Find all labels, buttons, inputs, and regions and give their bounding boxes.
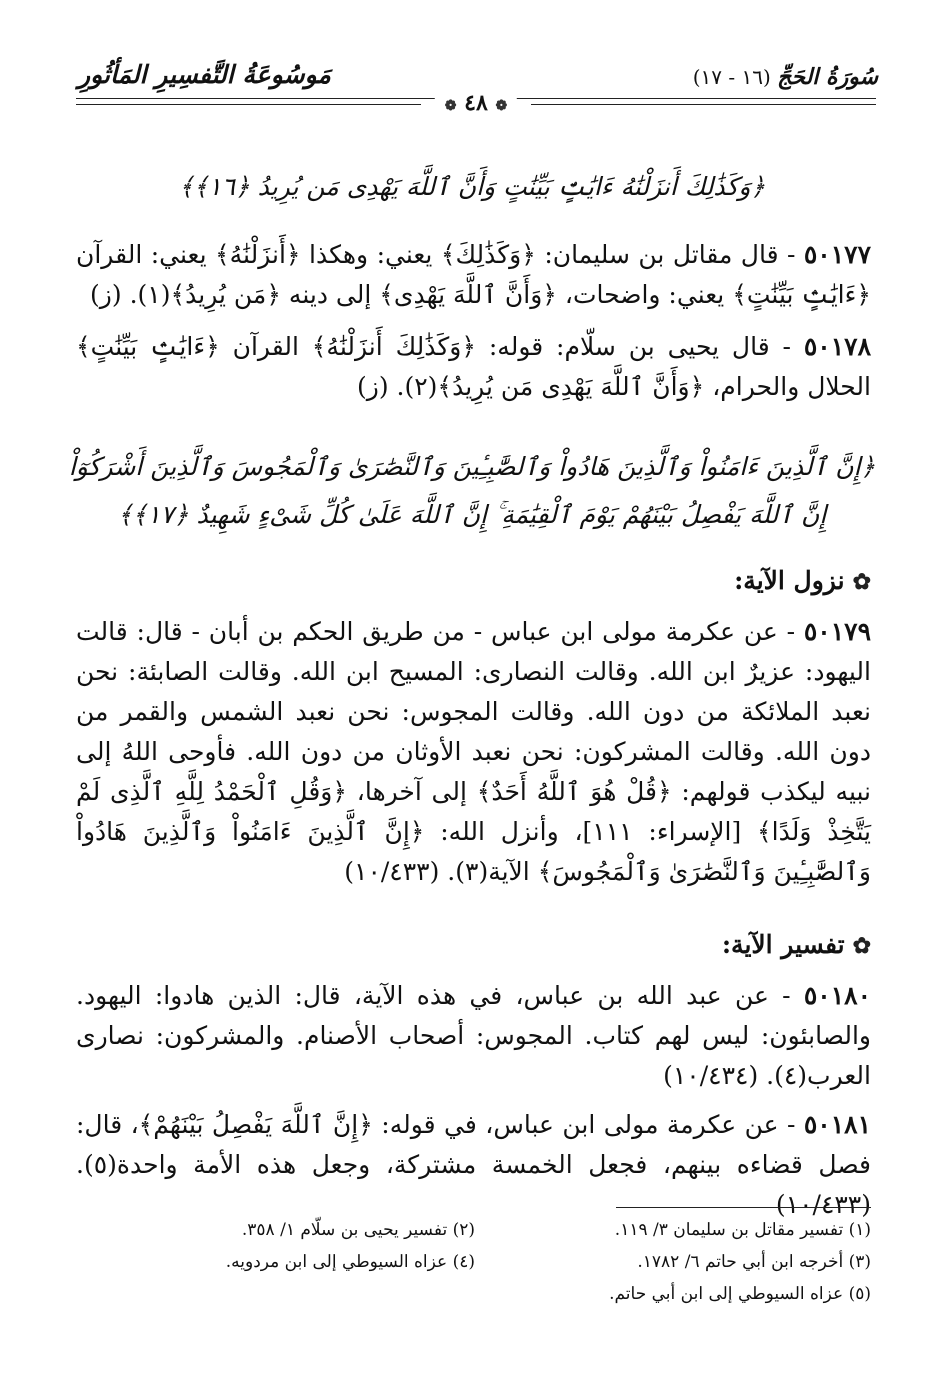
page-number — [435, 90, 517, 116]
narration-50180: ٥٠١٨٠ - عن عبد الله بن عباس، في هذه الآية، قال: الذين هادوا: اليهود. والصابئون: ليس لهم كتاب. المجوس: أصحاب الأصنام. والمشركون: نصارى العرب(٤). (١٠/٤٣٤) — [76, 981, 872, 1090]
page-number-rule-left — [76, 104, 421, 105]
narration-text: قال يحيى بن سلّام: قوله: ﴿وَكَذَٰلِكَ أَنزَلْنَٰهُ﴾ القرآن ﴿ءَايَٰتٍۢ بَيِّنَٰتٍ﴾ الحلال والحرام، ﴿وَأَنَّ ٱللَّهَ يَهْدِى مَن يُرِيدُ﴾(٢). (ز) — [76, 332, 871, 401]
narration-number: ٥٠١٨١ — [803, 1110, 871, 1139]
narration-number: ٥٠١٧٨ — [803, 332, 871, 361]
footnote-2: (٢) تفسير يحيى بن سلّام ١/ ٣٥٨. — [241, 1220, 475, 1240]
narration-50177: ٥٠١٧٧ - قال مقاتل بن سليمان: ﴿وَكَذَٰلِكَ﴾ يعني: وهكذا ﴿أَنزَلْنَٰهُ﴾ يعني: القرآن ﴿ءَايَٰتٍۢ بَيِّنَٰتٍ﴾ يعني: واضحات، ﴿وَأَنَّ ٱللَّهَ يَهْدِى﴾ إلى دينه ﴿مَن يُرِيدُ﴾(١). (ز) — [76, 240, 871, 309]
footnote-5: (٥) عزاه السيوطي إلى ابن أبي حاتم. — [609, 1284, 871, 1304]
footnote-4: (٤) عزاه السيوطي إلى ابن مردويه. — [225, 1252, 475, 1272]
narration-text: عن عبد الله بن عباس، في هذه الآية، قال: الذين هادوا: اليهود. والصابئون: ليس لهم كتاب. المجوس: أصحاب الأصنام. والمشركون: نصارى العرب(٤). (١٠/٤٣٤) — [76, 981, 871, 1090]
narration-text: عن عكرمة مولى ابن عباس، في قوله: ﴿إِنَّ ٱللَّهَ يَفْصِلُ بَيْنَهُمْ﴾، قال: فصل قضاءه بينهم، فجعل الخمسة مشتركة، وجعل هذه الأمة واحدة(٥). (١٠/٤٣٣) — [76, 1110, 871, 1219]
ornament-icon: ❁ — [495, 98, 508, 114]
flower-ornament-icon: ✿ — [852, 569, 871, 595]
page-number-text: ٤٨ — [464, 90, 488, 116]
narration-number: ٥٠١٧٩ — [803, 617, 872, 646]
sura-reference — [693, 64, 878, 90]
footnote-1: (١) تفسير مقاتل بن سليمان ٣/ ١١٩. — [614, 1220, 871, 1240]
quran-verse-17-line-1: ﴿إِنَّ ٱلَّذِينَ ءَامَنُواْ وَٱلَّذِينَ هَادُواْ وَٱلصَّٰبِـِٔينَ وَٱلنَّصَٰرَىٰ وَٱلْمَجُوسَ وَٱلَّذِينَ أَشْرَكُوٓاْ — [68, 452, 876, 481]
section-heading-nuzul — [734, 566, 871, 595]
narration-text: قال مقاتل بن سليمان: ﴿وَكَذَٰلِكَ﴾ يعني: وهكذا ﴿أَنزَلْنَٰهُ﴾ يعني: القرآن ﴿ءَايَٰتٍۢ بَيِّنَٰتٍ﴾ يعني: واضحات، ﴿وَأَنَّ ٱللَّهَ يَهْدِى﴾ إلى دينه ﴿مَن يُرِيدُ﴾(١). (ز) — [76, 240, 871, 309]
narration-number: ٥٠١٨٠ — [803, 981, 872, 1010]
narration-text: عن عكرمة مولى ابن عباس - من طريق الحكم بن أبان - قال: قالت اليهود: عزيرٌ ابن الله. وقالت النصارى: المسيح ابن الله. وقالت الصابئة: نحن نعبد الملائكة من دون الله. وقالت المجوس: نحن نعبد الشمس والقمر من دون الله. وقالت المشركون: نحن نعبد الأوثان من دون الله. فأوحى اللهُ إلى نبيه ليكذب قولهم: ﴿قُلْ هُوَ ٱللَّهُ أَحَدٌ﴾ إلى آخرها، ﴿وَقُلِ ٱلْحَمْدُ لِلَّهِ ٱلَّذِى لَمْ يَتَّخِذْ وَلَدًا﴾ [الإسراء: ١١١]، وأنزل الله: ﴿إِنَّ ٱلَّذِينَ ءَامَنُواْ وَٱلَّذِينَ هَادُواْ وَٱلصَّٰبِـِٔينَ وَٱلنَّصَٰرَىٰ وَٱلْمَجُوسَ﴾ الآية(٣). (١٠/٤٣٣) — [76, 617, 871, 886]
quran-verse-16: ﴿وَكَذَٰلِكَ أَنزَلْنَٰهُ ءَايَٰتٍۢ بَيِّنَٰتٍ وَأَنَّ ٱللَّهَ يَهْدِى مَن يُرِيدُ ﴿١٦﴾﴾ — [178, 172, 766, 201]
ornament-icon: ❁ — [444, 98, 457, 114]
quran-verse-17-line-2: إِنَّ ٱللَّهَ يَفْصِلُ بَيْنَهُمْ يَوْمَ ٱلْقِيَٰمَةِ ۚ إِنَّ ٱللَّهَ عَلَىٰ كُلِّ شَىْءٍ شَهِيدٌ ﴿١٧﴾﴾ — [117, 500, 827, 529]
sura-name: سُورَةُ الحَجِّ — [777, 64, 878, 90]
page-number-rule-right — [531, 104, 876, 105]
page-number-row — [76, 92, 876, 116]
flower-ornament-icon: ✿ — [852, 933, 871, 959]
section-heading-text: تفسير الآية: — [721, 930, 845, 959]
book-title: مَوسُوعَةُ التَّفسِيرِ المَأثُورِ — [78, 60, 331, 89]
narration-50181: ٥٠١٨١ - عن عكرمة مولى ابن عباس، في قوله: ﴿إِنَّ ٱللَّهَ يَفْصِلُ بَيْنَهُمْ﴾، قال: فصل قضاءه بينهم، فجعل الخمسة مشتركة، وجعل هذه الأمة واحدة(٥). (١٠/٤٣٣) — [76, 1110, 871, 1219]
narration-50179: ٥٠١٧٩ - عن عكرمة مولى ابن عباس - من طريق الحكم بن أبان - قال: قالت اليهود: عزيرٌ ابن الله. وقالت النصارى: المسيح ابن الله. وقالت الصابئة: نحن نعبد الملائكة من دون الله. وقالت المجوس: نحن نعبد الشمس والقمر من دون الله. وقالت المشركون: نحن نعبد الأوثان من دون الله. فأوحى اللهُ إلى نبيه ليكذب قولهم: ﴿قُلْ هُوَ ٱللَّهُ أَحَدٌ﴾ إلى آخرها، ﴿وَقُلِ ٱلْحَمْدُ لِلَّهِ ٱلَّذِى لَمْ يَتَّخِذْ وَلَدًا﴾ [الإسراء: ١١١]، وأنزل الله: ﴿إِنَّ ٱلَّذِينَ ءَامَنُواْ وَٱلَّذِينَ هَادُواْ وَٱلصَّٰبِـِٔينَ وَٱلنَّصَٰرَىٰ وَٱلْمَجُوسَ﴾ الآية(٣). (١٠/٤٣٣) — [76, 617, 872, 886]
verse-range: (١٦ - ١٧) — [692, 65, 771, 89]
section-heading-text: نزول الآية: — [734, 566, 845, 595]
narration-number: ٥٠١٧٧ — [803, 240, 871, 269]
section-heading-tafsir — [722, 930, 871, 959]
footnote-rule — [616, 1207, 871, 1208]
footnote-3: (٣) أخرجه ابن أبي حاتم ٦/ ١٧٨٢. — [637, 1252, 871, 1272]
narration-50178: ٥٠١٧٨ - قال يحيى بن سلّام: قوله: ﴿وَكَذَٰلِكَ أَنزَلْنَٰهُ﴾ القرآن ﴿ءَايَٰتٍۢ بَيِّنَٰتٍ﴾ الحلال والحرام، ﴿وَأَنَّ ٱللَّهَ يَهْدِى مَن يُرِيدُ﴾(٢). (ز) — [76, 332, 871, 401]
